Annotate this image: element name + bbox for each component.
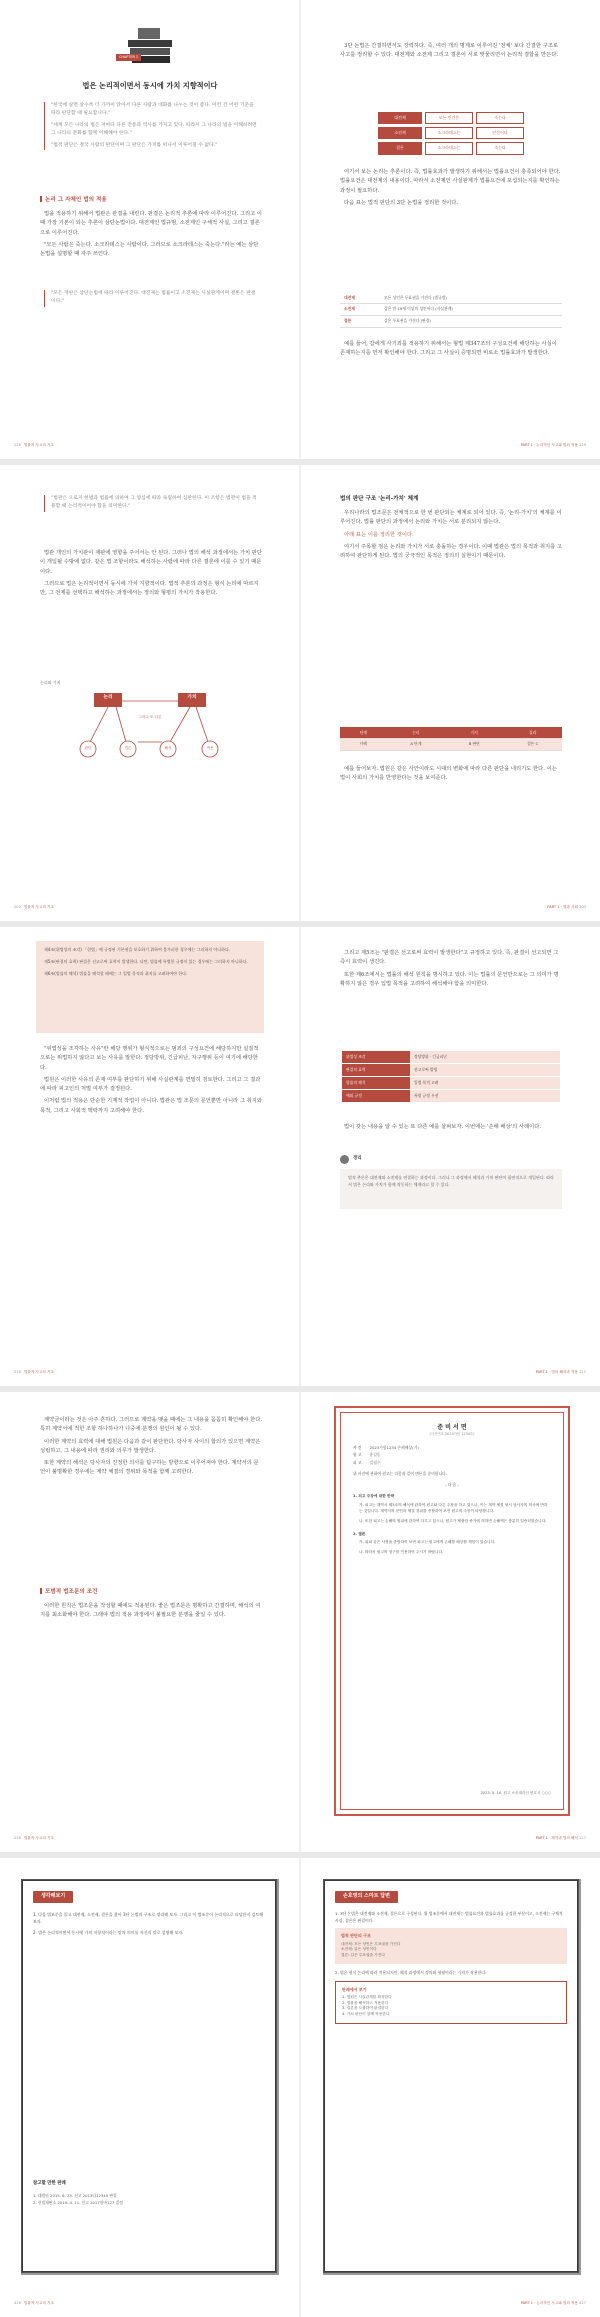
table-row: [340, 738, 562, 750]
table-cell: 사례: [340, 738, 387, 750]
node-value: 가치: [187, 695, 197, 700]
field-value: 김철수: [369, 1460, 381, 1466]
answer-box-title: 법적 판단의 구조: [341, 1933, 371, 1939]
page-number: 203: [579, 905, 586, 910]
answer-box-title: 판례에서 보기: [342, 1986, 367, 1992]
page-right: [300, 1392, 600, 1852]
paragraph: 예를 들어, 갑에게 사기죄를 적용하기 위해서는 형법 제347조의 구성요건에 해당하는 사실이 존재하는지를 먼저 확인해야 한다. 그리고 그 사실이 증명되면 비로소 법률효과가 발생한다.: [340, 341, 557, 357]
answer-item: 2. 법은 형식 논리에 따라 적용되지만, 해석 과정에서 정의와 형평이라는 가치가 작용한다.: [335, 1969, 487, 1975]
paragraph: 3단 논법은 간결하면서도 강력하다. 즉, 여러 개의 명제로 이루어진 '전체' 보다 간결한 구조로 사고를 정리할 수 있다. 대전제와 소전제 그리고 결론이 서로 맞물리면서 논리적 결합을 만든다.: [340, 43, 559, 59]
node-application: 적용: [206, 746, 214, 750]
page-right: [300, 1858, 600, 2317]
running-title: PART 1 · 논리적인 사고와 법의 적용: [520, 443, 578, 448]
table-key: 결론: [340, 315, 380, 327]
running-title: PART 1 · 논리적인 사고와 법의 적용: [520, 2301, 578, 2306]
table-cell: B 판단: [445, 738, 503, 750]
paragraph: 예를 들어보자. 법원은 같은 사안이라도 시대의 변화에 따라 다른 판단을 내리기도 한다. 이는 법이 사회의 가치를 반영한다는 것을 보여준다.: [340, 766, 557, 782]
section-text: 가. 위와 같은 사정을 종합하여 보면 피고는 원고에게 손해를 배상할 책임이 있습니다.: [359, 1540, 496, 1545]
field-row: [353, 1451, 419, 1459]
folio-left: [14, 443, 54, 449]
table-header: 단계: [340, 727, 387, 738]
diagram-label: 대전제: [378, 112, 422, 124]
page-number: 228: [14, 443, 21, 448]
reference-item: 2. 헌법재판소 2019. 4. 11. 선고 2017헌바127 결정: [33, 2199, 123, 2205]
body-text: [40, 1602, 262, 1624]
diagram-cell: 인간이다: [476, 127, 524, 139]
folio-right: [533, 1836, 586, 1842]
answer-box-line: 대전제: 모든 성인은 투표권을 가진다: [341, 1941, 401, 1946]
logic-value-table: [340, 727, 562, 751]
document-intro: 위 사건에 관하여 원고는 다음과 같이 변론을 준비합니다.: [353, 1471, 448, 1477]
running-title: 법률적 사고의 기초: [23, 1836, 54, 1841]
diagram-row: [378, 142, 528, 154]
document-sections: [353, 1493, 551, 1556]
paragraph: 여기서 보는 논리는 추론이다. 즉, 법률효과가 발생하기 위해서는 법률요건이 충족되어야 한다. 법률요건은 대전제의 내용이다. 따라서 소전제인 사실관계가 법률요건에 포섭되는지를 확인하는 과정이 필요하다.: [340, 169, 561, 194]
running-title: 법률적 사고의 기초: [23, 905, 54, 910]
epigraph-line: "세계 모든 나라의 법은 저마다 다른 전통과 역사를 가지고 있다. 따라서 그 나라의 법을 이해하려면 그 나라의 문화를 함께 이해해야 한다.": [51, 122, 257, 137]
paragraph: 법원은 이러한 사유의 존재 여부를 판단하기 위해 사실관계를 면밀히 검토한다. 그리고 그 결과에 따라 피고인의 처벌 여부가 결정된다.: [40, 1076, 261, 1093]
body-text: [340, 509, 562, 564]
table-row: [342, 1063, 560, 1076]
field-key: 피 고: [353, 1460, 362, 1466]
heading-bar: [40, 196, 42, 202]
page-left: [0, 927, 300, 1386]
answer-box-line: 4. 가치 판단이 함께 작용한다: [342, 2012, 390, 2017]
field-key: 원 고: [353, 1452, 362, 1458]
page-number: 426: [14, 2301, 21, 2306]
table-row: [340, 292, 562, 303]
table-header: 결과: [503, 727, 562, 738]
paragraph: "모든 사람은 죽는다. 소크라테스는 사람이다. 그러므로 소크라테스는 죽는다."라는 예는 삼단논법을 설명할 때 자주 쓰인다.: [40, 241, 259, 258]
page-number: 210: [14, 1370, 21, 1375]
pull-quote-text: "모든 재판은 삼단논법에 따라 이루어진다. 대전제는 법률이고 소전제는 사실관계이며 결론은 판결이다.": [51, 291, 256, 305]
page-number: 427: [579, 2301, 586, 2306]
diagram-label: 소전제: [378, 127, 422, 139]
spread-5: [0, 1858, 600, 2317]
answer-box-line: 결론: 갑은 투표권을 가진다: [341, 1953, 385, 1958]
paragraph: 아래 표는 이를 정리한 것이다.: [344, 531, 414, 538]
statute-line: 제5조(판결의 효력) 판결은 선고로써 효력이 발생한다. 다만, 법률에 특별한 규정이 있는 경우에는 그러하지 아니하다.: [44, 958, 248, 964]
diagram-row: [378, 112, 528, 124]
running-title: 법률적 사고의 기초: [23, 2301, 54, 2306]
section-text: 나. 또한 피고는 손해의 범위에 관하여 다투고 있으나, 원고가 제출한 증거에 의하면 손해액은 충분히 입증되었습니다.: [359, 1518, 547, 1523]
body-text: [340, 765, 562, 787]
paragraph: "위법성을 조각하는 사유"란 해당 행위가 형식적으로는 범죄의 구성요건에 해당하지만 실질적으로는 위법하지 않다고 보는 사유를 말한다. 정당방위, 긴급피난, 자구행위 등이 여기에 해당한다.: [40, 1046, 259, 1071]
paragraph: 법을 적용하기 위해서 법관은 판결을 내린다. 판결은 논리적 추론에 따라 이루어진다. 그리고 이때 가장 기본이 되는 추론이 삼단논법이다. 대전제인 법규범, 소전제인 구체적 사실, 그리고 결론으로 이루어진다.: [40, 211, 263, 236]
running-title: PART 1 · 법의 해석과 적용: [535, 1370, 578, 1375]
table-row: [342, 1089, 560, 1101]
diagram-cell: 소크라테스는: [425, 142, 473, 154]
answer-box-line: 1. 법원은 사실관계를 확정한다: [342, 1994, 392, 1999]
table-cell: A 단계: [387, 738, 445, 750]
exercise-tag: 생각해보기: [33, 1891, 73, 1903]
syllogism-table: [340, 292, 562, 328]
reference-list: [33, 2193, 263, 2207]
node-judgment: 판단: [84, 746, 92, 750]
paragraph: 또한 제6조에서는 법률의 해석 원칙을 명시하고 있다. 이는 법률의 문언만으로는 그 의미가 명확하지 않은 경우 입법 목적을 고려하여 해석해야 함을 의미한다.: [340, 971, 559, 987]
table-cell: 결론 C: [503, 738, 562, 750]
exercise-item: 1. 다음 법조문을 읽고 대전제, 소전제, 결론을 찾아 3단 논법의 구조로 정리해 보자. 그리고 이 법조문이 논리적으로 타당한지 검토해 보자.: [33, 1911, 264, 1924]
reference-title: 참고할 만한 판례: [33, 2181, 66, 2186]
answer-item: 1. 3단 논법은 대전제와 소전제, 결론으로 구성된다. 위 법조문에서 대전제는 법률요건과 법률효과를 규정한 부분이고, 소전제는 구체적 사실, 결론은 판결이다.: [335, 1910, 563, 1923]
paragraph: 그리고 제5조는 "판결은 선고로써 효력이 발생한다"고 규정하고 있다. 즉, 판결이 선고되면 그 즉시 효력이 생긴다.: [340, 950, 559, 966]
diagram-row: [378, 127, 528, 139]
table-key: 대전제: [340, 292, 380, 303]
statute-line: 제6조(법률의 해석) 법률을 해석할 때에는 그 입법 목적과 취지를 고려하여야 한다.: [44, 970, 188, 976]
node-mid: 그러나 또 다른: [138, 715, 162, 719]
page-number: 226: [14, 1836, 21, 1841]
note-label: 정리: [353, 1156, 362, 1162]
answer-tag: 손호영의 스마트 답변: [335, 1891, 398, 1903]
section-title: 1. 피고 주장에 대한 반박: [353, 1493, 395, 1498]
answer-list: [335, 1970, 567, 1977]
exercise-item: 2. 법은 논리적이면서 동시에 가치 지향적이라는 말의 의미를 자신의 말로 설명해 보자.: [33, 1930, 184, 1936]
answer-box: [335, 1928, 567, 1963]
folio-right: [544, 905, 586, 911]
diagram-label: 결론: [378, 142, 422, 154]
body-text: [340, 340, 562, 362]
body-text: [340, 42, 562, 64]
table-row: [342, 1076, 560, 1089]
section-heading-text: 논리 그 자체인 법의 적용: [45, 197, 107, 203]
table-row: [340, 315, 562, 327]
page-right: [300, 465, 600, 921]
page-number: 229: [579, 443, 586, 448]
paragraph: 여기서 주목할 점은 논리와 가치가 서로 충돌하는 경우이다. 이때 법관은 법의 목적과 취지를 고려하여 판단하게 된다. 법의 궁극적인 목적은 정의의 실현이기 때문이다.: [340, 543, 563, 560]
statute-box: [36, 941, 264, 1033]
page-left: [0, 0, 300, 459]
table-header: 가치: [445, 727, 503, 738]
table-key: 판결의 효력: [342, 1063, 410, 1076]
node-logic: 논리: [103, 695, 113, 700]
folio-right: [518, 2301, 586, 2307]
spread-2: [0, 465, 600, 921]
table-value: 갑은 만 19세 이상의 성인이다 (사실관계): [380, 303, 562, 315]
paragraph: 이처럼 법의 적용은 단순한 기계적 작업이 아니다. 법관은 법 조문의 문언뿐만 아니라 그 취지와 목적, 그리고 사회적 맥락까지 고려해야 한다.: [40, 1098, 263, 1114]
table-row: [342, 1051, 560, 1063]
body-text: [340, 168, 562, 211]
field-row: [353, 1459, 419, 1467]
syllogism-diagram: [378, 112, 528, 158]
section-title: 2. 결론: [353, 1531, 366, 1536]
answer-box-line: 3. 결론을 도출하여 판결한다: [342, 2006, 389, 2011]
diagram-cell: 소크라테스는: [425, 127, 473, 139]
folio-left: [14, 905, 54, 911]
answer-box-line: 소전제: 갑은 성인이다: [341, 1947, 377, 1952]
document-footer: 2023. 5. 10. 원고 소송대리인 변호사 ○○○: [480, 1791, 551, 1796]
note-box: [340, 1169, 562, 1209]
paragraph: 다음 표는 법적 판단의 3단 논법을 정리한 것이다.: [344, 199, 459, 206]
answer-card: [324, 1880, 578, 2272]
body-text: [40, 1416, 262, 1481]
pull-quote-text: "법관은 오로지 헌법과 법률에 의하여 그 양심에 따라 독립하여 심판한다. 이 조항은 법관이 법을 적용할 때 논리적이어야 함을 의미한다.": [51, 496, 257, 510]
document-center: - 다 음 -: [445, 1482, 459, 1488]
pull-quote: [44, 495, 259, 512]
body-text: [40, 210, 262, 262]
page-left: [0, 465, 300, 921]
note-icon: [340, 1155, 349, 1164]
spread-4: [0, 1392, 600, 1852]
table-value: 모든 성인은 투표권을 가진다 (법규범): [380, 292, 562, 303]
chapter-image: [120, 20, 180, 70]
page-left: [0, 1858, 300, 2317]
chapter-label: CHAPTER 1: [116, 54, 141, 61]
section-text: 나. 따라서 원고의 청구를 인용하여 주시기 바랍니다.: [359, 1549, 444, 1554]
paragraph: 이러한 원칙은 법조문을 작성할 때에도 적용된다. 좋은 법조문은 명확하고 간결하며, 해석의 여지를 최소화해야 한다. 그래야 법의 적용 과정에서 불필요한 분쟁을 줄일 수 있다.: [40, 1603, 261, 1619]
field-row: [353, 1444, 419, 1452]
paragraph: 계약금이라는 것은 아주 흔하다. 그러므로 계약을 맺을 때에는 그 내용을 꼼꼼히 확인해야 한다. 특히 계약서에 적힌 조항 하나하나가 나중에 분쟁의 원인이 될 수 있다.: [40, 1417, 263, 1433]
table-header: 논리: [387, 727, 445, 738]
node-conclusion: 결론: [124, 746, 132, 750]
table-value: 정당방위 · 긴급피난: [410, 1051, 560, 1063]
summary-table: [342, 1051, 560, 1102]
paragraph: 법이 갖는 내용을 알 수 있는 또 다른 예를 살펴보자. 이번에는 '손해 배상'의 사례이다.: [344, 1124, 542, 1130]
field-value: 홍길동: [369, 1452, 381, 1458]
page-left: [0, 1392, 300, 1852]
diagram-cell: 모든 인간은: [425, 112, 473, 124]
running-title: PART 1 · 법과 사회: [547, 905, 578, 910]
field-value: 2023가합1234 손해배상(기): [369, 1444, 419, 1450]
running-title: 법률적 사고의 기초: [23, 443, 54, 448]
table-header-row: [340, 727, 562, 738]
epigraph-line: "한국에 살면 살수록 더 가까이 앉아서 다른 사람과 대화를 나누는 것이 좋다. 이런 건 어떤 기준을 따라 판단할 때 필요합니다.": [51, 103, 254, 117]
node-interpretation: 해석: [164, 746, 172, 750]
table-value: 선고로써 발생: [410, 1063, 560, 1076]
table-key: 예외 규정: [342, 1089, 410, 1101]
document-fields: [353, 1444, 419, 1468]
paragraph: 법관 개인의 가치관이 재판에 영향을 주어서는 안 된다. 그러나 법의 해석 과정에서는 가치 판단이 개입될 수밖에 없다. 같은 법 조항이라도 해석하는 사람에 따라 다른 결론에 이를 수 있기 때문이다.: [40, 550, 263, 575]
section-text: 가. 피고는 계약서 제3조의 해석에 관하여 원고와 다른 주장을 하고 있으나, 이는 계약 체결 당시 당사자의 의사에 반하는 것입니다. 계약서의 문언과 체결 경위를 종합하여 보면 원고의 주장이 타당합니다.: [359, 1502, 548, 1514]
logic-value-diagram: [60, 687, 240, 772]
table-value: 갑은 투표권을 가진다 (판결): [380, 315, 562, 327]
document-subtitle: (사건번호 2023가합 1234호): [429, 1432, 475, 1437]
answer-box-line: 2. 법률을 해석하고 적용한다: [342, 2000, 389, 2005]
answer-list: [335, 1911, 567, 1925]
paragraph: 그러므로 법은 논리적이면서 동시에 가치 지향적이다. 법적 추론의 과정은 형식 논리에 따르지만, 그 전제를 선택하고 해석하는 과정에서는 정의와 형평의 가치가 작용한다.: [40, 580, 259, 597]
paragraph: 이러한 계약의 효력에 대해 법원은 다음과 같이 판단한다. 당사자 사이의 합의가 있으면 계약은 성립하고, 그 내용에 따라 권리와 의무가 발생한다.: [40, 1438, 261, 1454]
table-key: 위법성 조각: [342, 1051, 410, 1063]
statute-line: 제4조(위법성의 조각) 「헌법」에 규정된 기본권을 보호하기 위하여 불가피한 경우에는 그러하지 아니하다.: [44, 947, 231, 952]
books-icon: [120, 20, 180, 70]
body-text: [340, 1123, 562, 1135]
body-text: [40, 1045, 262, 1119]
exercise-list: [33, 1911, 265, 1937]
body-text: [340, 949, 562, 992]
section-heading: [40, 196, 107, 205]
spread-3: [0, 927, 600, 1386]
page-right: [300, 0, 600, 459]
folio-left: [14, 1836, 54, 1842]
page-number: 202: [14, 905, 21, 910]
table-value: 특별 규정 우선: [410, 1089, 560, 1101]
body-text: [40, 549, 262, 601]
paragraph: 우리나라의 법조문은 전체적으로 한 번 판단되는 체계로 되어 있다. 즉, '논리-가치'의 체계를 이루어진다. 법률 판단의 과정에서 논리와 가치는 서로 분리되지 않는다.: [340, 510, 562, 526]
exercise-card: [22, 1880, 276, 2272]
note-header: [340, 1155, 361, 1164]
reference-item: 1. 대법원 2015. 6. 23. 선고 2013다12345 판결: [33, 2193, 117, 2198]
document-body: [340, 1412, 564, 1810]
page-number: 227: [579, 1836, 586, 1841]
epigraph-line: "법적 판단은 결국 사람의 판단이며 그 판단은 가치를 떠나서 이루어질 수 없다.": [51, 142, 218, 148]
folio-right: [533, 1370, 586, 1376]
running-title: PART 1 · 계약과 법의 해석: [535, 1836, 578, 1841]
field-key: 사 건: [353, 1444, 362, 1450]
heading-bar: [40, 1588, 42, 1594]
page-number: 211: [579, 1370, 586, 1375]
table-key: 소전제: [340, 303, 380, 315]
table-value: 입법 목적 고려: [410, 1076, 560, 1089]
note-text: 법적 추론은 대전제와 소전제를 연결하는 과정이다. 그러나 그 과정에서 해석과 가치 판단이 필연적으로 개입된다. 따라서 법은 논리와 가치가 함께 작동하는 체계라고 할 수 있다.: [348, 1175, 554, 1187]
section-heading: [40, 1588, 98, 1597]
table-key: 법률의 해석: [342, 1076, 410, 1089]
folio-left: [14, 2301, 54, 2307]
epigraph: [44, 102, 259, 150]
paragraph: 또한 계약의 해석은 당사자의 진정한 의사를 탐구하는 방향으로 이루어져야 한다. 계약서의 문언이 불명확한 경우에는 계약 체결의 경위와 목적을 함께 고려한다.: [40, 1460, 259, 1476]
table-row: [340, 303, 562, 315]
answer-box: [335, 1981, 567, 2024]
legal-document: [334, 1406, 570, 1816]
folio-left: [14, 1370, 54, 1376]
running-title: 법률적 사고의 기초: [23, 1370, 54, 1375]
folio-right: [518, 443, 586, 449]
section-heading: [340, 495, 418, 504]
chapter-title: 법은 논리적이면서 동시에 가치 지향적이다: [82, 81, 218, 90]
section-heading-text: 모범적 법조문의 조건: [45, 1589, 98, 1595]
diagram-cell: 죽는다: [476, 112, 524, 124]
diagram-title: 논리와 가치: [40, 680, 61, 685]
diagram-cell: 죽는다: [476, 142, 524, 154]
pull-quote: [44, 290, 259, 307]
document-title: 준 비 서 면: [437, 1424, 467, 1431]
section-heading-text: 법의 판단 구조 '논리-가치' 체계: [340, 496, 419, 502]
page-right: [300, 927, 600, 1386]
spread-1: [0, 0, 600, 459]
